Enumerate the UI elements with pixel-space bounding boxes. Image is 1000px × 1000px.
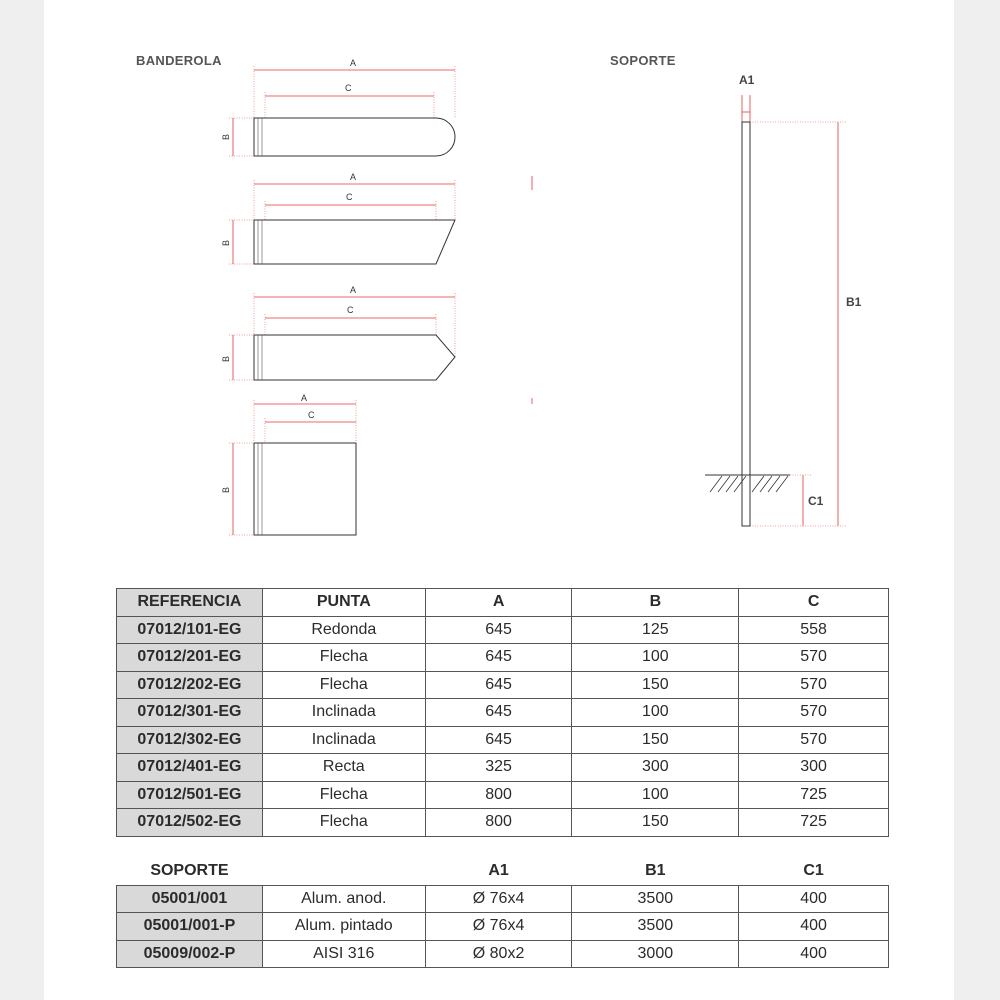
cell-a1: Ø 76x4 (425, 913, 572, 941)
cell-punta: Recta (262, 754, 425, 782)
cell-referencia: 07012/501-EG (117, 781, 263, 809)
banderola-table (116, 588, 889, 837)
dim-label-c: C (347, 305, 354, 315)
cell-c: 570 (739, 671, 889, 699)
cell-c: 570 (739, 644, 889, 672)
table-row (117, 913, 889, 941)
cell-b1: 3500 (572, 885, 739, 913)
cell-c: 725 (739, 809, 889, 837)
cell-soporte: 05009/002-P (117, 940, 263, 968)
dim-label-b1: B1 (846, 295, 862, 309)
dim-label-b: B (221, 239, 231, 246)
cell-c1: 400 (739, 885, 889, 913)
cell-a: 800 (425, 781, 572, 809)
cell-punta: Inclinada (262, 699, 425, 727)
cell-c: 300 (739, 754, 889, 782)
cell-punta: Redonda (262, 616, 425, 644)
cell-material: Alum. pintado (262, 913, 425, 941)
header-referencia: REFERENCIA (117, 589, 263, 617)
header-b1: B1 (645, 862, 666, 880)
header-b: B (572, 589, 739, 617)
table-row (117, 885, 889, 913)
table-row (117, 726, 889, 754)
banderola-title: BANDEROLA (136, 53, 222, 68)
cell-a: 325 (425, 754, 572, 782)
cell-b: 125 (572, 616, 739, 644)
dim-label-b: B (221, 355, 231, 362)
cell-a: 800 (425, 809, 572, 837)
cell-b1: 3500 (572, 913, 739, 941)
cell-c1: 400 (739, 940, 889, 968)
cell-c: 725 (739, 781, 889, 809)
dim-label-c: C (345, 83, 352, 93)
header-material (262, 858, 425, 885)
dim-label-a: A (350, 58, 357, 68)
table-row (117, 940, 889, 968)
dim-label-c: C (308, 410, 315, 420)
cell-material: AISI 316 (262, 940, 425, 968)
table-row (117, 781, 889, 809)
cell-a1: Ø 76x4 (425, 885, 572, 913)
header-a1: A1 (488, 862, 509, 880)
header-soporte: SOPORTE (150, 862, 229, 880)
cell-punta: Flecha (262, 781, 425, 809)
table-row (117, 754, 889, 782)
cell-referencia: 07012/502-EG (117, 809, 263, 837)
table-header-row (117, 858, 889, 885)
cell-a: 645 (425, 644, 572, 672)
cell-c: 570 (739, 699, 889, 727)
dim-label-b: B (221, 486, 231, 493)
dim-label-c1: C1 (808, 494, 824, 508)
cell-soporte: 05001/001-P (117, 913, 263, 941)
cell-c: 558 (739, 616, 889, 644)
table-row (117, 644, 889, 672)
cell-a: 645 (425, 699, 572, 727)
dim-label-c: C (346, 192, 353, 202)
sign-arrow (221, 285, 532, 404)
cell-b: 100 (572, 781, 739, 809)
support-post (705, 73, 862, 526)
dim-label-b: B (221, 133, 231, 140)
soporte-table (116, 858, 889, 968)
cell-b1: 3000 (572, 940, 739, 968)
sign-rounded (221, 58, 455, 156)
header-punta: PUNTA (262, 589, 425, 617)
cell-material: Alum. anod. (262, 885, 425, 913)
cell-b: 150 (572, 726, 739, 754)
cell-referencia: 07012/302-EG (117, 726, 263, 754)
cell-b: 300 (572, 754, 739, 782)
cell-referencia: 07012/301-EG (117, 699, 263, 727)
soporte-title: SOPORTE (610, 53, 676, 68)
dim-label-a1: A1 (739, 73, 755, 87)
dim-label-a: A (350, 285, 357, 295)
cell-punta: Flecha (262, 671, 425, 699)
cell-referencia: 07012/202-EG (117, 671, 263, 699)
cell-referencia: 07012/401-EG (117, 754, 263, 782)
cell-a: 645 (425, 616, 572, 644)
header-c1: C1 (803, 862, 824, 880)
cell-punta: Flecha (262, 644, 425, 672)
cell-b: 150 (572, 671, 739, 699)
header-a: A (425, 589, 572, 617)
cell-punta: Flecha (262, 809, 425, 837)
sign-inclined (221, 172, 532, 264)
cell-a1: Ø 80x2 (425, 940, 572, 968)
dim-label-a: A (350, 172, 357, 182)
cell-punta: Inclinada (262, 726, 425, 754)
cell-a: 645 (425, 671, 572, 699)
cell-soporte: 05001/001 (117, 885, 263, 913)
cell-b: 100 (572, 699, 739, 727)
header-c: C (739, 589, 889, 617)
table-header-row (117, 589, 889, 617)
cell-b: 150 (572, 809, 739, 837)
dim-label-a: A (301, 393, 308, 403)
table-row (117, 671, 889, 699)
table-row (117, 699, 889, 727)
sign-straight (221, 393, 356, 535)
cell-c: 570 (739, 726, 889, 754)
cell-referencia: 07012/101-EG (117, 616, 263, 644)
table-row (117, 809, 889, 837)
cell-b: 100 (572, 644, 739, 672)
cell-a: 645 (425, 726, 572, 754)
cell-c1: 400 (739, 913, 889, 941)
table-row (117, 616, 889, 644)
cell-referencia: 07012/201-EG (117, 644, 263, 672)
